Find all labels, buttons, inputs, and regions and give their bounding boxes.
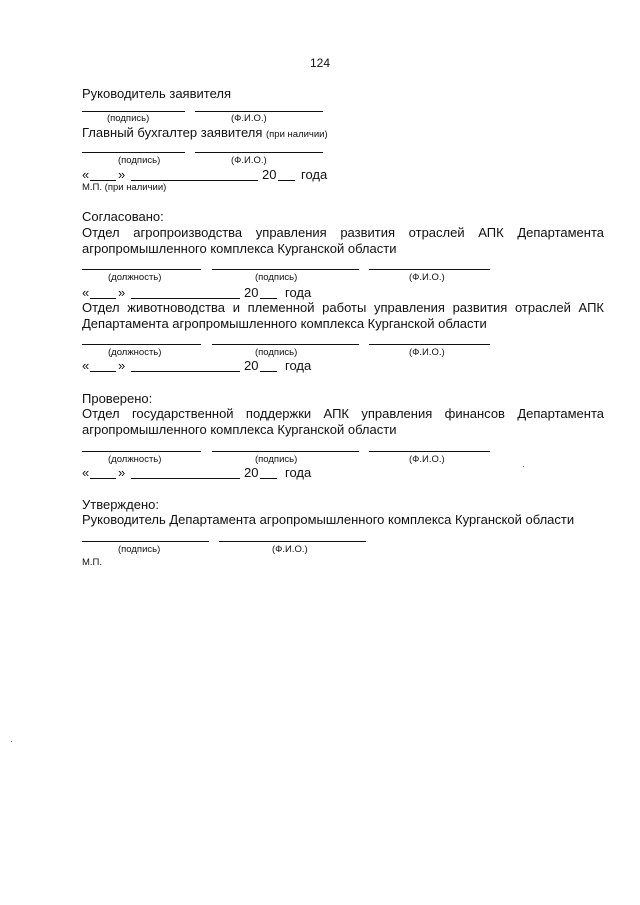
applicant-date-year-suffix: года (301, 167, 328, 182)
applicant-signature-line[interactable] (82, 111, 185, 112)
checked-dept: Отдел государственной поддержки АПК управления финансов Департамента агропромышленного комплекса Курганской области (82, 406, 604, 437)
applicant-date-day-line[interactable] (90, 180, 116, 181)
approved-stamp-label: М.П. (82, 557, 103, 568)
accountant-title-row (82, 125, 328, 143)
checked-position-label: (должность) (108, 454, 162, 465)
agreed2-date-year-prefix: 20 (244, 358, 259, 373)
checked-date-year-suffix: года (285, 465, 312, 480)
applicant-date-month-line[interactable] (131, 180, 258, 181)
agreed1-position-line[interactable] (82, 269, 201, 270)
agreed1-date-quote-close: » (118, 285, 126, 300)
accountant-title: Главный бухгалтер заявителя (82, 125, 263, 140)
applicant-signature-label: (подпись) (107, 113, 150, 124)
agreed1-fio-label: (Ф.И.О.) (409, 272, 445, 283)
agreed1-position-label: (должность) (108, 272, 162, 283)
agreed2-signature-label: (подпись) (255, 347, 298, 358)
agreed2-date-day-line[interactable] (90, 371, 116, 372)
agreed1-date-year-prefix: 20 (244, 285, 259, 300)
checked-signature-line[interactable] (212, 451, 359, 452)
applicant-date-year-line[interactable] (278, 180, 295, 181)
applicant-fio-line[interactable] (195, 111, 323, 112)
checked-position-line[interactable] (82, 451, 201, 452)
agreed1-date-month-line[interactable] (131, 298, 240, 299)
agreed1-fio-line[interactable] (369, 269, 490, 270)
checked-heading: Проверено: (82, 391, 153, 406)
checked-fio-label: (Ф.И.О.) (409, 454, 445, 465)
agreed1-date-quote-open: « (82, 285, 90, 300)
accountant-fio-line[interactable] (195, 152, 323, 153)
agreed2-fio-label: (Ф.И.О.) (409, 347, 445, 358)
checked-date-year-line[interactable] (260, 478, 277, 479)
agreed-dept2: Отдел животноводства и племенной работы управления развития отраслей АПК Департамента агропромышленного комплекса Курганской области (82, 300, 604, 331)
checked-date-quote-open: « (82, 465, 90, 480)
agreed2-date-quote-close: » (118, 358, 126, 373)
agreed-heading: Согласовано: (82, 209, 164, 224)
accountant-fio-label: (Ф.И.О.) (231, 155, 267, 166)
applicant-fio-label: (Ф.И.О.) (231, 113, 267, 124)
agreed2-signature-line[interactable] (212, 344, 359, 345)
agreed1-signature-label: (подпись) (255, 272, 298, 283)
approved-heading: Утверждено: (82, 497, 159, 512)
agreed1-date-day-line[interactable] (90, 298, 116, 299)
approved-title: Руководитель Департамента агропромышленного комплекса Курганской области (82, 512, 575, 527)
agreed2-position-line[interactable] (82, 344, 201, 345)
checked-signature-label: (подпись) (255, 454, 298, 465)
checked-date-month-line[interactable] (131, 478, 240, 479)
agreed2-date-year-suffix: года (285, 358, 312, 373)
applicant-head-title: Руководитель заявителя (82, 86, 231, 101)
approved-fio-line[interactable] (219, 541, 366, 542)
agreed2-date-quote-open: « (82, 358, 90, 373)
page-number: 124 (309, 56, 331, 70)
approved-signature-label: (подпись) (118, 544, 161, 555)
agreed2-fio-line[interactable] (369, 344, 490, 345)
agreed1-signature-line[interactable] (212, 269, 359, 270)
checked-date-quote-close: » (118, 465, 126, 480)
agreed2-position-label: (должность) (108, 347, 162, 358)
agreed1-date-year-suffix: года (285, 285, 312, 300)
agreed1-date-year-line[interactable] (260, 298, 277, 299)
applicant-date-year-prefix: 20 (262, 167, 277, 182)
applicant-date-quote-open: « (82, 167, 90, 182)
checked-date-day-line[interactable] (90, 478, 116, 479)
checked-date-year-prefix: 20 (244, 465, 259, 480)
accountant-signature-label: (подпись) (118, 155, 161, 166)
agreed2-date-year-line[interactable] (260, 371, 277, 372)
scan-speck (11, 741, 12, 742)
checked-fio-line[interactable] (369, 451, 490, 452)
accountant-note: (при наличии) (266, 129, 328, 140)
approved-signature-line[interactable] (82, 541, 209, 542)
agreed2-date-month-line[interactable] (131, 371, 240, 372)
applicant-stamp-label: М.П. (при наличии) (82, 182, 167, 193)
scan-speck (523, 466, 524, 467)
approved-fio-label: (Ф.И.О.) (272, 544, 308, 555)
agreed-dept1: Отдел агропроизводства управления развития отраслей АПК Департамента агропромышленного комплекса Курганской области (82, 225, 604, 256)
accountant-signature-line[interactable] (82, 152, 185, 153)
applicant-date-quote-close: » (118, 167, 126, 182)
